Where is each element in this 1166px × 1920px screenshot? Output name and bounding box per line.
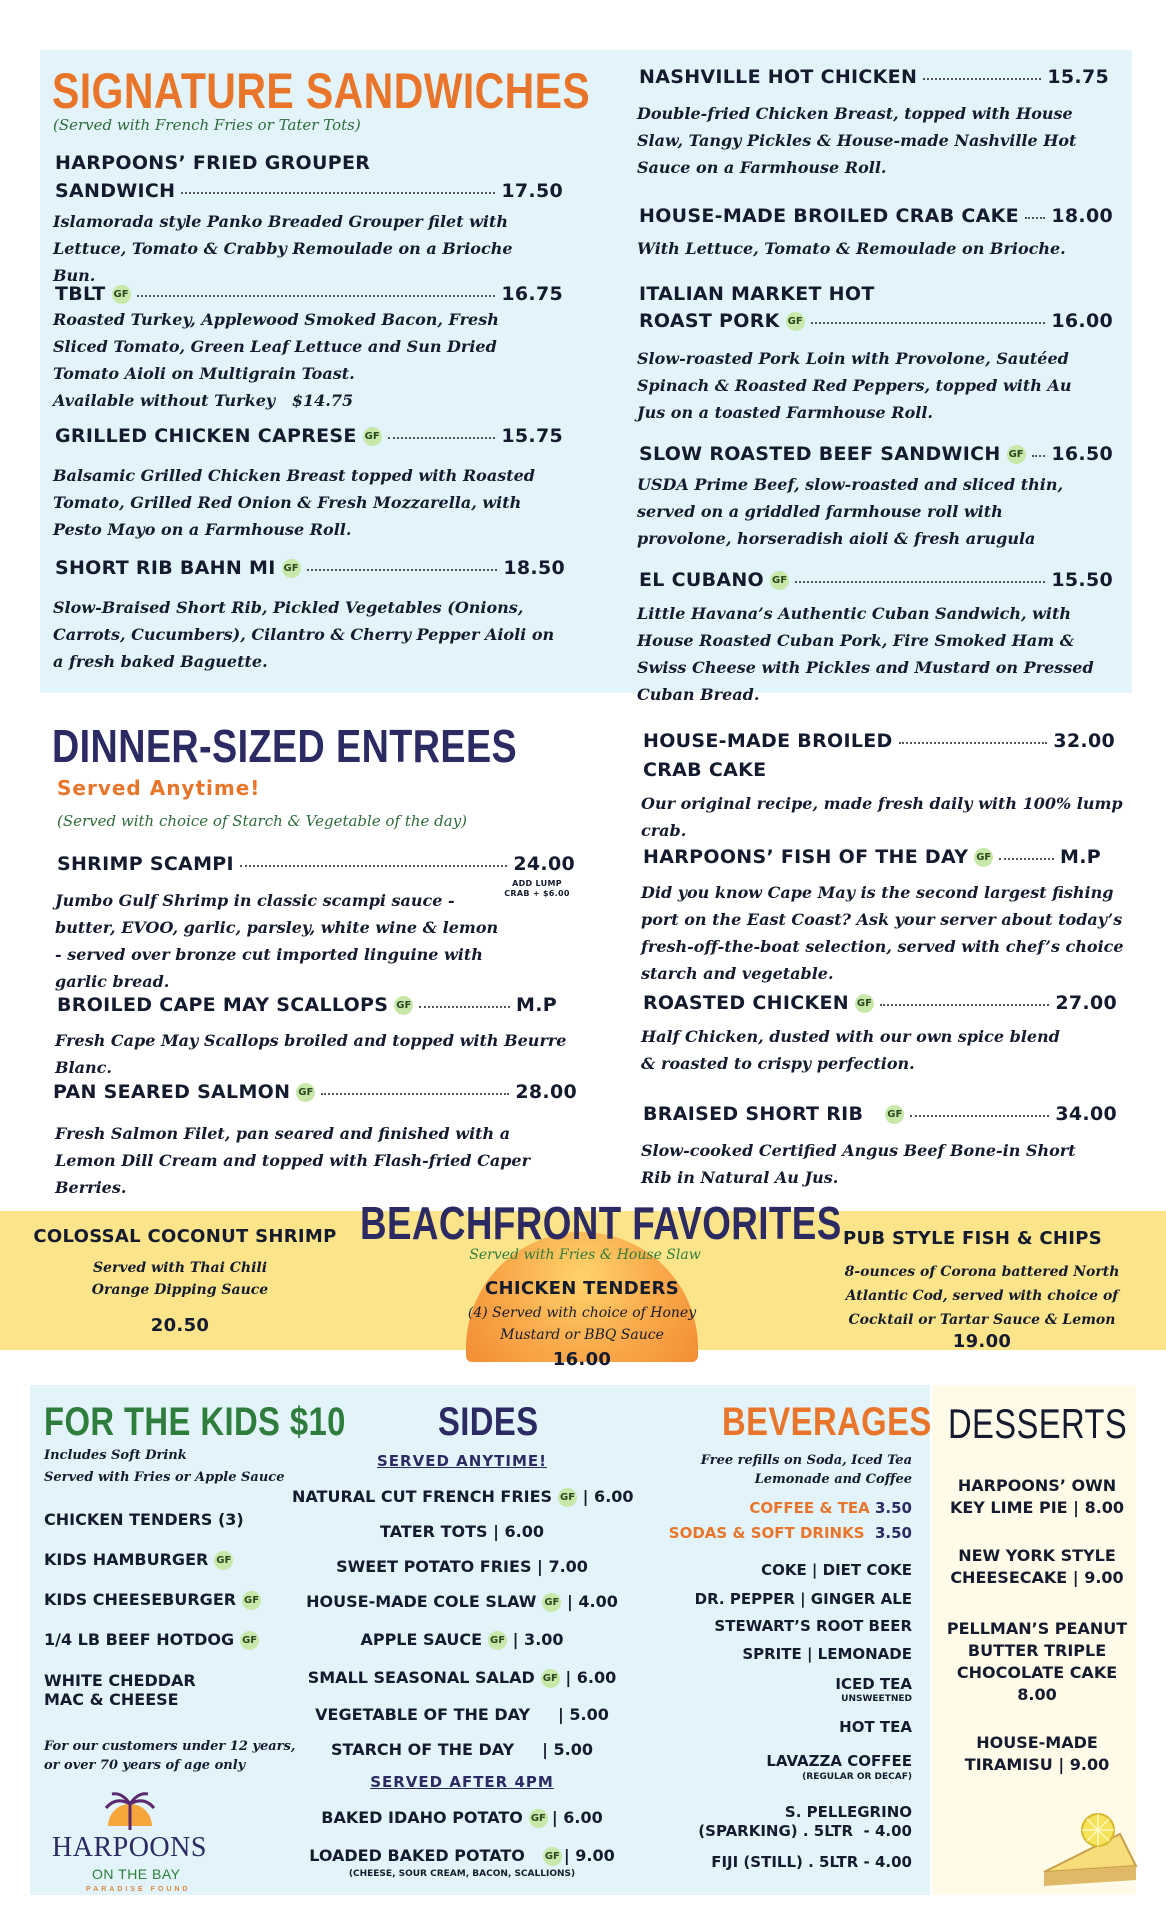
kids-item-cheeseburger [44, 1590, 261, 1610]
kids-footer-2: or over 70 years of age only [44, 1758, 246, 1773]
item-name: HOUSE-MADE BROILED CRAB CAKE [639, 205, 1019, 227]
signature-title: SIGNATURE SANDWICHES [52, 63, 591, 119]
item-price: M.P [516, 994, 557, 1016]
gluten-free-icon: GF [558, 1488, 577, 1507]
item-name: SMALL SEASONAL SALAD [307, 1668, 535, 1687]
item-name: EL CUBANO [639, 569, 765, 591]
item-name: HOUSE-MADE BROILED [643, 730, 893, 752]
item-price: 16.75 [501, 283, 563, 305]
tblt-note: Available without Turkey $14.75 [53, 391, 354, 410]
item-name: SHORT RIB BAHN MI [55, 557, 276, 579]
beef-row [639, 443, 1113, 465]
kids-item-tenders: CHICKEN TENDERS (3) [44, 1510, 244, 1529]
coffee-tea-row [749, 1499, 912, 1517]
entrees-subtitle: (Served with choice of Starch & Vegetable of the day) [57, 812, 468, 830]
item-name: NASHVILLE HOT CHICKEN [639, 66, 918, 88]
caprese-row [55, 425, 563, 447]
item-name: STARCH OF THE DAY [331, 1740, 515, 1759]
gluten-free-icon: GF [543, 1847, 562, 1866]
item-name: BAKED IDAHO POTATO [321, 1808, 523, 1827]
item-price: 16.50 [1051, 443, 1113, 465]
side-baked-potato [292, 1808, 632, 1828]
item-price: 17.50 [501, 180, 563, 202]
bev-sprite: SPRITE | LEMONADE [742, 1645, 912, 1663]
item-price: 15.75 [1047, 66, 1109, 88]
tblt-desc: Roasted Turkey, Applewood Smoked Bacon, Fresh Sliced Tomato, Green Leaf Lettuce and Sun Dried Tomato Aioli on Multigrain Toast. [53, 310, 499, 383]
bev-pellegrino: S. PELLEGRINO [784, 1803, 912, 1821]
item-name: VEGETABLE OF THE DAY [315, 1705, 531, 1724]
item-name: GRILLED CHICKEN CAPRESE [55, 425, 357, 447]
item-name: BROILED CAPE MAY SCALLOPS [57, 994, 389, 1016]
fish-chips-price: 19.00 [952, 1331, 1012, 1352]
kids-title: FOR THE KIDS $10 [44, 1400, 346, 1444]
bev-hot-tea: HOT TEA [839, 1718, 912, 1736]
scampi-addon-line2: CRAB + $6.00 [504, 889, 570, 898]
leader-dots [181, 192, 495, 194]
leader-dots [240, 865, 508, 867]
side-vegetable [292, 1705, 632, 1724]
item-price: | 5.00 [542, 1740, 593, 1759]
gluten-free-icon: GF [242, 1591, 261, 1610]
item-name: TBLT [55, 283, 106, 305]
cubano-row [639, 569, 1113, 591]
gluten-free-icon: GF [974, 848, 993, 867]
gluten-free-icon: GF [855, 994, 874, 1013]
salmon-row [53, 1081, 577, 1103]
item-name: BRAISED SHORT RIB [643, 1103, 864, 1125]
item-name: LOADED BAKED POTATO [309, 1846, 525, 1865]
tenders-price: 16.00 [552, 1349, 612, 1370]
item-price: | 3.00 [512, 1630, 564, 1649]
side-sweet-potato: SWEET POTATO FRIES | 7.00 [336, 1557, 588, 1576]
grouper-desc: Islamorada style Panko Breaded Grouper filet with Lettuce, Tomato & Crabby Remoulade on a Brioche Bun. [53, 212, 513, 285]
leader-dots [811, 322, 1046, 324]
item-price: | 4.00 [566, 1592, 618, 1611]
crabcake-entree-name-line2: CRAB CAKE [643, 759, 767, 781]
dessert-chocolate-1: PELLMAN’S PEANUT [946, 1619, 1128, 1638]
desserts-title: DESSERTS [948, 1400, 1128, 1447]
leader-dots [923, 78, 1041, 80]
item-name: SLOW ROASTED BEEF SANDWICH [639, 443, 1001, 465]
gluten-free-icon: GF [1007, 445, 1026, 464]
chicken-desc: Half Chicken, dusted with our own spice blend & roasted to crispy perfection. [641, 1027, 1060, 1073]
item-price: M.P [1060, 846, 1101, 868]
kids-item-mac-line1: WHITE CHEDDAR [44, 1671, 196, 1690]
beef-desc: USDA Prime Beef, slow-roasted and sliced thin, served on a griddled farmhouse roll with provolone, horseradish aioli & fresh arugula [637, 475, 1064, 548]
leader-dots [1025, 217, 1045, 219]
gluten-free-icon: GF [112, 285, 131, 304]
item-price: 16.00 [1051, 310, 1113, 332]
gluten-free-icon: GF [541, 1669, 560, 1688]
dessert-cheesecake-1: NEW YORK STYLE [958, 1546, 1116, 1565]
kids-note-1: Includes Soft Drink [44, 1448, 187, 1463]
side-tots: TATER TOTS | 6.00 [380, 1522, 544, 1541]
fish-chips-name: PUB STYLE FISH & CHIPS [842, 1228, 1103, 1249]
key-lime-pie-icon [1036, 1800, 1146, 1890]
beverages-title: BEVERAGES [722, 1400, 932, 1444]
nashville-row [639, 66, 1109, 88]
item-price: | 5.00 [557, 1705, 609, 1724]
entrees-title: DINNER-SIZED ENTREES [52, 720, 518, 772]
kids-note-2: Served with Fries or Apple Sauce [44, 1470, 285, 1485]
kids-item-hamburger [44, 1550, 233, 1570]
coconut-desc: Served with Thai Chili Orange Dipping Sauce [91, 1260, 269, 1298]
grouper-name-line1: HARPOONS’ FRIED GROUPER [55, 152, 371, 174]
leader-dots [419, 1006, 510, 1008]
fishday-row [643, 846, 1101, 868]
dessert-keylime-2: KEY LIME PIE | 8.00 [949, 1498, 1125, 1517]
shortrib-desc: Slow-cooked Certified Angus Beef Bone-in Short Rib in Natural Au Jus. [641, 1141, 1076, 1187]
leader-dots [388, 437, 496, 439]
item-price: 3.50 [874, 1499, 912, 1517]
coconut-name: COLOSSAL COCONUT SHRIMP [33, 1226, 337, 1247]
gluten-free-icon: GF [786, 312, 805, 331]
item-price: 27.00 [1055, 992, 1117, 1014]
beverages-note-1: Free refills on Soda, Iced Tea [700, 1453, 912, 1468]
dessert-cheesecake-2: CHEESECAKE | 9.00 [950, 1568, 1124, 1587]
bev-pepper: DR. PEPPER | GINGER ALE [694, 1590, 912, 1608]
logo-name: HARPOONS [52, 1832, 207, 1863]
leader-dots [880, 1004, 1049, 1006]
item-price: | 9.00 [563, 1846, 615, 1865]
item-name: APPLE SAUCE [360, 1630, 483, 1649]
salmon-desc: Fresh Salmon Filet, pan seared and finished with a Lemon Dill Cream and topped with Flash-fried Caper Berries. [55, 1124, 531, 1197]
dessert-chocolate-3: CHOCOLATE CAKE [956, 1663, 1118, 1682]
fishday-desc: Did you know Cape May is the second largest fishing port on the East Coast? Ask your server about today’s fresh-off-the-boat selection, served with chef’s choice starch and vegetable. [641, 883, 1124, 983]
item-name: PAN SEARED SALMON [53, 1081, 291, 1103]
gluten-free-icon: GF [240, 1631, 259, 1650]
leader-dots [910, 1115, 1049, 1117]
leader-dots [899, 742, 1048, 744]
sides-title: SIDES [438, 1400, 539, 1444]
logo-motto: PARADISE FOUND [86, 1886, 191, 1893]
item-name: KIDS HAMBURGER [44, 1550, 209, 1569]
gluten-free-icon: GF [529, 1809, 548, 1828]
tenders-desc: (4) Served with choice of Honey Mustard or BBQ Sauce [467, 1305, 697, 1343]
gluten-free-icon: GF [282, 559, 301, 578]
item-name: SODAS & SOFT DRINKS [668, 1524, 865, 1542]
item-name: HARPOONS’ FISH OF THE DAY [643, 846, 969, 868]
beverages-note-2: Lemonade and Coffee [754, 1472, 912, 1487]
item-price: 32.00 [1053, 730, 1115, 752]
leader-dots [795, 581, 1045, 583]
item-name: ROASTED CHICKEN [643, 992, 849, 1014]
crabcake-sandwich-desc: With Lettuce, Tomato & Remoulade on Brioche. [637, 239, 1066, 258]
bev-rootbeer: STEWART’S ROOT BEER [714, 1617, 912, 1635]
item-price: 28.00 [515, 1081, 577, 1103]
item-price: 34.00 [1055, 1103, 1117, 1125]
cubano-desc: Little Havana’s Authentic Cuban Sandwich, with House Roasted Cuban Pork, Fire Smoked Ham & Swiss Cheese with Pickles and Mustard on Pressed Cuban Bread. [637, 604, 1094, 704]
side-starch [292, 1740, 632, 1759]
item-price: | 6.00 [565, 1668, 617, 1687]
gluten-free-icon: GF [296, 1083, 315, 1102]
item-name: KIDS CHEESEBURGER [44, 1590, 237, 1609]
leader-dots [1032, 455, 1046, 457]
scallops-desc: Fresh Cape May Scallops broiled and topped with Beurre Blanc. [55, 1031, 567, 1077]
leader-dots [307, 569, 498, 571]
leader-dots [999, 858, 1054, 860]
dessert-keylime-1: HARPOONS’ OWN [957, 1476, 1117, 1495]
bev-fiji: FIJI (STILL) . 5LTR - 4.00 [711, 1853, 912, 1871]
sides-anytime: SERVED ANYTIME! [377, 1452, 547, 1470]
grouper-row [55, 180, 563, 202]
sides-after: SERVED AFTER 4PM [370, 1773, 554, 1791]
crabcake-entree-desc: Our original recipe, made fresh daily with 100% lump crab. [641, 794, 1123, 840]
beachfront-title: BEACHFRONT FAVORITES [360, 1197, 842, 1249]
item-price: 18.00 [1051, 205, 1113, 227]
item-name: HOUSE-MADE COLE SLAW [306, 1592, 537, 1611]
item-price: 3.50 [874, 1524, 912, 1542]
gluten-free-icon: GF [885, 1105, 904, 1124]
dessert-chocolate-4: 8.00 [1017, 1685, 1057, 1704]
sodas-row [669, 1524, 912, 1542]
item-price: 15.50 [1051, 569, 1113, 591]
kids-item-hotdog [44, 1630, 259, 1650]
bahnmi-row [55, 557, 565, 579]
entrees-served-anytime: Served Anytime! [57, 776, 261, 800]
bahnmi-desc: Slow-Braised Short Rib, Pickled Vegetables (Onions, Carrots, Cucumbers), Cilantro & Cherry Pepper Aioli on a fresh baked Baguette. [53, 598, 555, 671]
nashville-desc: Double-fried Chicken Breast, topped with House Slaw, Tangy Pickles & House-made Nashville Hot Sauce on a Farmhouse Roll. [637, 104, 1077, 177]
leader-dots [321, 1093, 509, 1095]
gluten-free-icon: GF [394, 996, 413, 1015]
bev-pellegrino-size: (SPARKING) . 5LTR - 4.00 [698, 1822, 912, 1840]
side-salad [292, 1668, 632, 1688]
pork-row [639, 310, 1113, 332]
bev-coke: COKE | DIET COKE [761, 1561, 912, 1579]
dessert-tiramisu-1: HOUSE-MADE [976, 1733, 1098, 1752]
scampi-row [57, 853, 575, 875]
side-loaded-potato [292, 1846, 632, 1866]
item-name: SANDWICH [55, 180, 176, 202]
beachfront-subtitle: Served with Fries & House Slaw [469, 1247, 701, 1263]
fish-chips-desc: 8-ounces of Corona battered North Atlantic Cod, served with choice of Cocktail or Tartar Sauce & Lemon [844, 1264, 1120, 1328]
pork-name-line1: ITALIAN MARKET HOT [639, 283, 875, 305]
gluten-free-icon: GF [363, 427, 382, 446]
bev-lavazza: LAVAZZA COFFEE [766, 1752, 912, 1770]
bev-lavazza-note: (REGULAR OR DECAF) [802, 1772, 912, 1782]
gluten-free-icon: GF [770, 571, 789, 590]
logo-tagline: ON THE BAY [92, 1866, 181, 1882]
tblt-row [55, 283, 563, 305]
pork-desc: Slow-roasted Pork Loin with Provolone, Sautéed Spinach & Roasted Red Peppers, topped with Au Jus on a toasted Farmhouse Roll. [637, 349, 1072, 422]
item-price: 15.75 [501, 425, 563, 447]
item-price: | 6.00 [582, 1487, 634, 1506]
side-slaw [292, 1592, 632, 1612]
item-price: | 6.00 [551, 1808, 603, 1827]
caprese-desc: Balsamic Grilled Chicken Breast topped with Roasted Tomato, Grilled Red Onion & Fresh Mozzarella, with Pesto Mayo on a Farmhouse Roll. [53, 466, 535, 539]
crabcake-entree-row [643, 730, 1115, 752]
gluten-free-icon: GF [542, 1593, 561, 1612]
bev-iced-tea-note: UNSWEETNED [841, 1694, 912, 1704]
signature-subtitle: (Served with French Fries or Tater Tots) [53, 116, 361, 134]
gluten-free-icon: GF [488, 1631, 507, 1650]
gluten-free-icon: GF [214, 1551, 233, 1570]
chicken-row [643, 992, 1117, 1014]
dessert-chocolate-2: BUTTER TRIPLE [967, 1641, 1107, 1660]
kids-footer-1: For our customers under 12 years, [44, 1739, 296, 1754]
bev-iced-tea: ICED TEA [835, 1675, 912, 1693]
harpoons-logo [30, 1790, 220, 1900]
side-fries [292, 1487, 632, 1507]
leader-dots [137, 295, 496, 297]
dessert-tiramisu-2: TIRAMISU | 9.00 [964, 1755, 1110, 1774]
item-name: ROAST PORK [639, 310, 780, 332]
item-name: COFFEE & TEA [749, 1499, 870, 1517]
kids-item-mac-line2: MAC & CHEESE [44, 1690, 179, 1709]
scampi-desc: Jumbo Gulf Shrimp in classic scampi sauce - butter, EVOO, garlic, parsley, white wine & lemon - served over bronze cut imported linguine with garlic bread. [55, 891, 499, 991]
item-price: 24.00 [513, 853, 575, 875]
crabcake-sandwich-row [639, 205, 1113, 227]
scallops-row [57, 994, 557, 1016]
coconut-price: 20.50 [150, 1315, 210, 1336]
item-name: NATURAL CUT FRENCH FRIES [292, 1487, 553, 1506]
scampi-addon-line1: ADD LUMP [512, 879, 562, 888]
side-apple-sauce [292, 1630, 632, 1650]
side-loaded-note: (CHEESE, SOUR CREAM, BACON, SCALLIONS) [348, 1869, 576, 1879]
item-name: SHRIMP SCAMPI [57, 853, 234, 875]
shortrib-row [643, 1103, 1117, 1125]
item-name: 1/4 LB BEEF HOTDOG [44, 1630, 235, 1649]
item-price: 18.50 [503, 557, 565, 579]
tenders-name: CHICKEN TENDERS [485, 1278, 679, 1299]
